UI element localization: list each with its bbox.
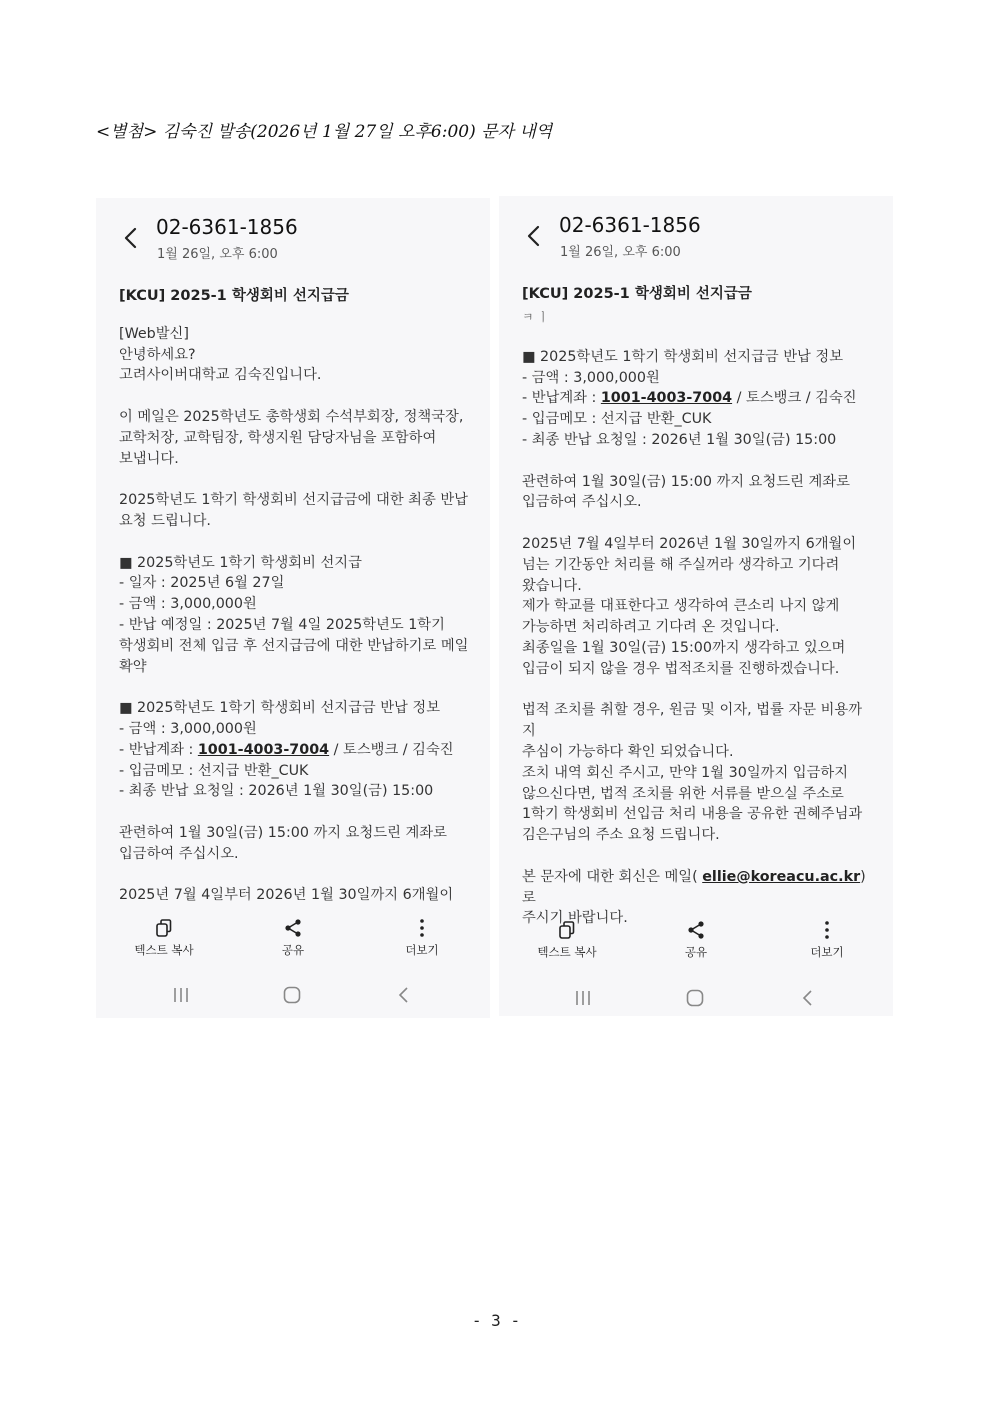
- account-label: - 반납계좌 :: [119, 741, 198, 758]
- sms-screenshot-left: [96, 198, 490, 1018]
- share-button[interactable]: [651, 920, 741, 960]
- refund-info-tail: - 입금메모 : 선지급 반환_CUK - 최종 반납 요청일 : 2026년 1월 30일(금) 15:00: [119, 762, 434, 800]
- more-label: 더보기: [405, 943, 439, 957]
- copy-text-button[interactable]: [119, 918, 209, 958]
- account-line: [119, 740, 472, 761]
- nav-back-icon[interactable]: [799, 989, 817, 1007]
- message-paragraph: 2025년 7월 4일부터 2026년 1월 30일까지 6개월이: [119, 887, 454, 904]
- sender-number: 02-6361-1856: [559, 213, 701, 237]
- refund-info-head: ■ 2025학년도 1학기 학생회비 선지급금 반납 정보 - 금액 : 3,000,000원: [522, 348, 844, 386]
- more-vertical-icon: [412, 918, 432, 938]
- more-label: 더보기: [810, 945, 844, 959]
- share-button[interactable]: [248, 918, 338, 958]
- more-vertical-icon: [817, 920, 837, 940]
- sender-number: 02-6361-1856: [156, 215, 298, 239]
- message-paragraph: 관련하여 1월 30일(금) 15:00 까지 요청드린 계좌로 입금하여 주십시오.: [119, 824, 447, 862]
- message-body: [119, 286, 472, 903]
- message-title: [KCU] 2025-1 학생회비 선지급금: [522, 286, 752, 302]
- copy-text-button[interactable]: [522, 920, 612, 960]
- more-button[interactable]: [377, 918, 467, 958]
- back-arrow-icon[interactable]: [122, 226, 140, 250]
- copy-label: 텍스트 복사: [537, 945, 597, 959]
- action-bar: [499, 920, 893, 974]
- action-bar: [96, 918, 490, 972]
- nav-back-icon[interactable]: [395, 986, 413, 1004]
- message-paragraph: 관련하여 1월 30일(금) 15:00 까지 요청드린 계좌로 입금하여 주십시오.: [522, 473, 850, 511]
- account-line: [522, 388, 875, 409]
- sms-screenshot-right: [499, 196, 893, 1016]
- attachment-caption: <별첨> 김숙진 발송(2026년 1월 27일 오후6:00) 문자 내역: [96, 122, 553, 142]
- system-nav-bar: [499, 989, 893, 1019]
- message-header: [499, 196, 893, 276]
- account-bank: / 토스뱅크 / 김숙진: [329, 741, 454, 758]
- reply-suffix: )로 주시기 바랍니다.: [522, 868, 866, 927]
- share-label: 공유: [684, 945, 708, 959]
- message-paragraph: 법적 조치를 취할 경우, 원금 및 이자, 법률 자문 비용까지 추심이 가능하다 확인 되었습니다. 조치 내역 회신 주시고, 만약 1월 30일까지 입금하지 않으신다면, 법적 조치를 위한 서류를 받으실 주소로 1학기 학생회비 선입금 처리 내용을 공유한 권혜주님과 김은구님의 주소 요청 드립니다.: [522, 702, 863, 844]
- message-paragraph: ■ 2025학년도 1학기 학생회비 선지급 - 일자 : 2025년 6월 27일 - 금액 : 3,000,000원 - 반납 예정일 : 2025년 7월 4일 2025학년도 1학기 학생회비 전체 입금 후 선지급금에 대한 반납하기로 메일 확약: [119, 554, 469, 675]
- page-number: - 3 -: [471, 1311, 521, 1330]
- share-icon: [686, 920, 706, 940]
- share-icon: [283, 918, 303, 938]
- account-number-link[interactable]: 1001-4003-7004: [197, 741, 330, 758]
- refund-info-tail: - 입금메모 : 선지급 반환_CUK - 최종 반납 요청일 : 2026년 1월 30일(금) 15:00: [522, 411, 837, 448]
- message-paragraph: [Web발신] 안녕하세요? 고려사이버대학교 김숙진입니다.: [119, 325, 322, 384]
- cutoff-text: ㅋ ㅣ: [522, 309, 549, 324]
- reply-prefix: 본 문자에 대한 회신은 메일(: [522, 868, 703, 885]
- email-link[interactable]: ellie@koreacu.ac.kr: [702, 868, 861, 885]
- refund-info: [119, 698, 472, 740]
- copy-icon: [154, 918, 174, 938]
- system-nav-bar: [96, 986, 490, 1016]
- message-title: [KCU] 2025-1 학생회비 선지급금: [119, 288, 349, 304]
- message-paragraph: 2025년 7월 4일부터 2026년 1월 30일까지 6개월이 넘는 기간동안 처리를 해 주실꺼라 생각하고 기다려 왔습니다. 제가 학교를 대표한다고 생각하여 큰소리 나지 않게 가능하면 처리하려고 기다려 온 것입니다. 최종일을 1월 30일(금) 15:00까지 생각하고 있으며 입금이 되지 않을 경우 법적조치를 진행하겠습니다.: [522, 535, 857, 677]
- home-icon[interactable]: [283, 986, 301, 1004]
- recent-apps-icon[interactable]: [574, 989, 592, 1007]
- share-label: 공유: [281, 943, 305, 957]
- message-paragraph: 이 메일은 2025학년도 총학생회 수석부회장, 정책국장, 교학처장, 교학팀장, 학생지원 담당자님을 포함하여 보냅니다.: [119, 408, 464, 467]
- message-paragraph: 2025학년도 1학기 학생회비 선지급금에 대한 최종 반납 요청 드립니다.: [119, 492, 468, 529]
- copy-label: 텍스트 복사: [134, 943, 194, 957]
- more-button[interactable]: [782, 920, 872, 960]
- account-number-link[interactable]: 1001-4003-7004: [600, 390, 733, 407]
- message-header: [96, 198, 490, 278]
- recent-apps-icon[interactable]: [172, 986, 190, 1004]
- back-arrow-icon[interactable]: [525, 224, 543, 248]
- home-icon[interactable]: [686, 989, 704, 1007]
- message-date: 1월 26일, 오후 6:00: [157, 247, 278, 262]
- account-bank: / 토스뱅크 / 김숙진: [732, 390, 857, 407]
- refund-info-head: ■ 2025학년도 1학기 학생회비 선지급금 반납 정보 - 금액 : 3,000,000원: [119, 700, 441, 737]
- message-date: 1월 26일, 오후 6:00: [560, 245, 681, 260]
- message-body: [522, 284, 875, 927]
- account-label: - 반납계좌 :: [522, 390, 601, 407]
- refund-info: [522, 347, 875, 389]
- copy-icon: [557, 920, 577, 940]
